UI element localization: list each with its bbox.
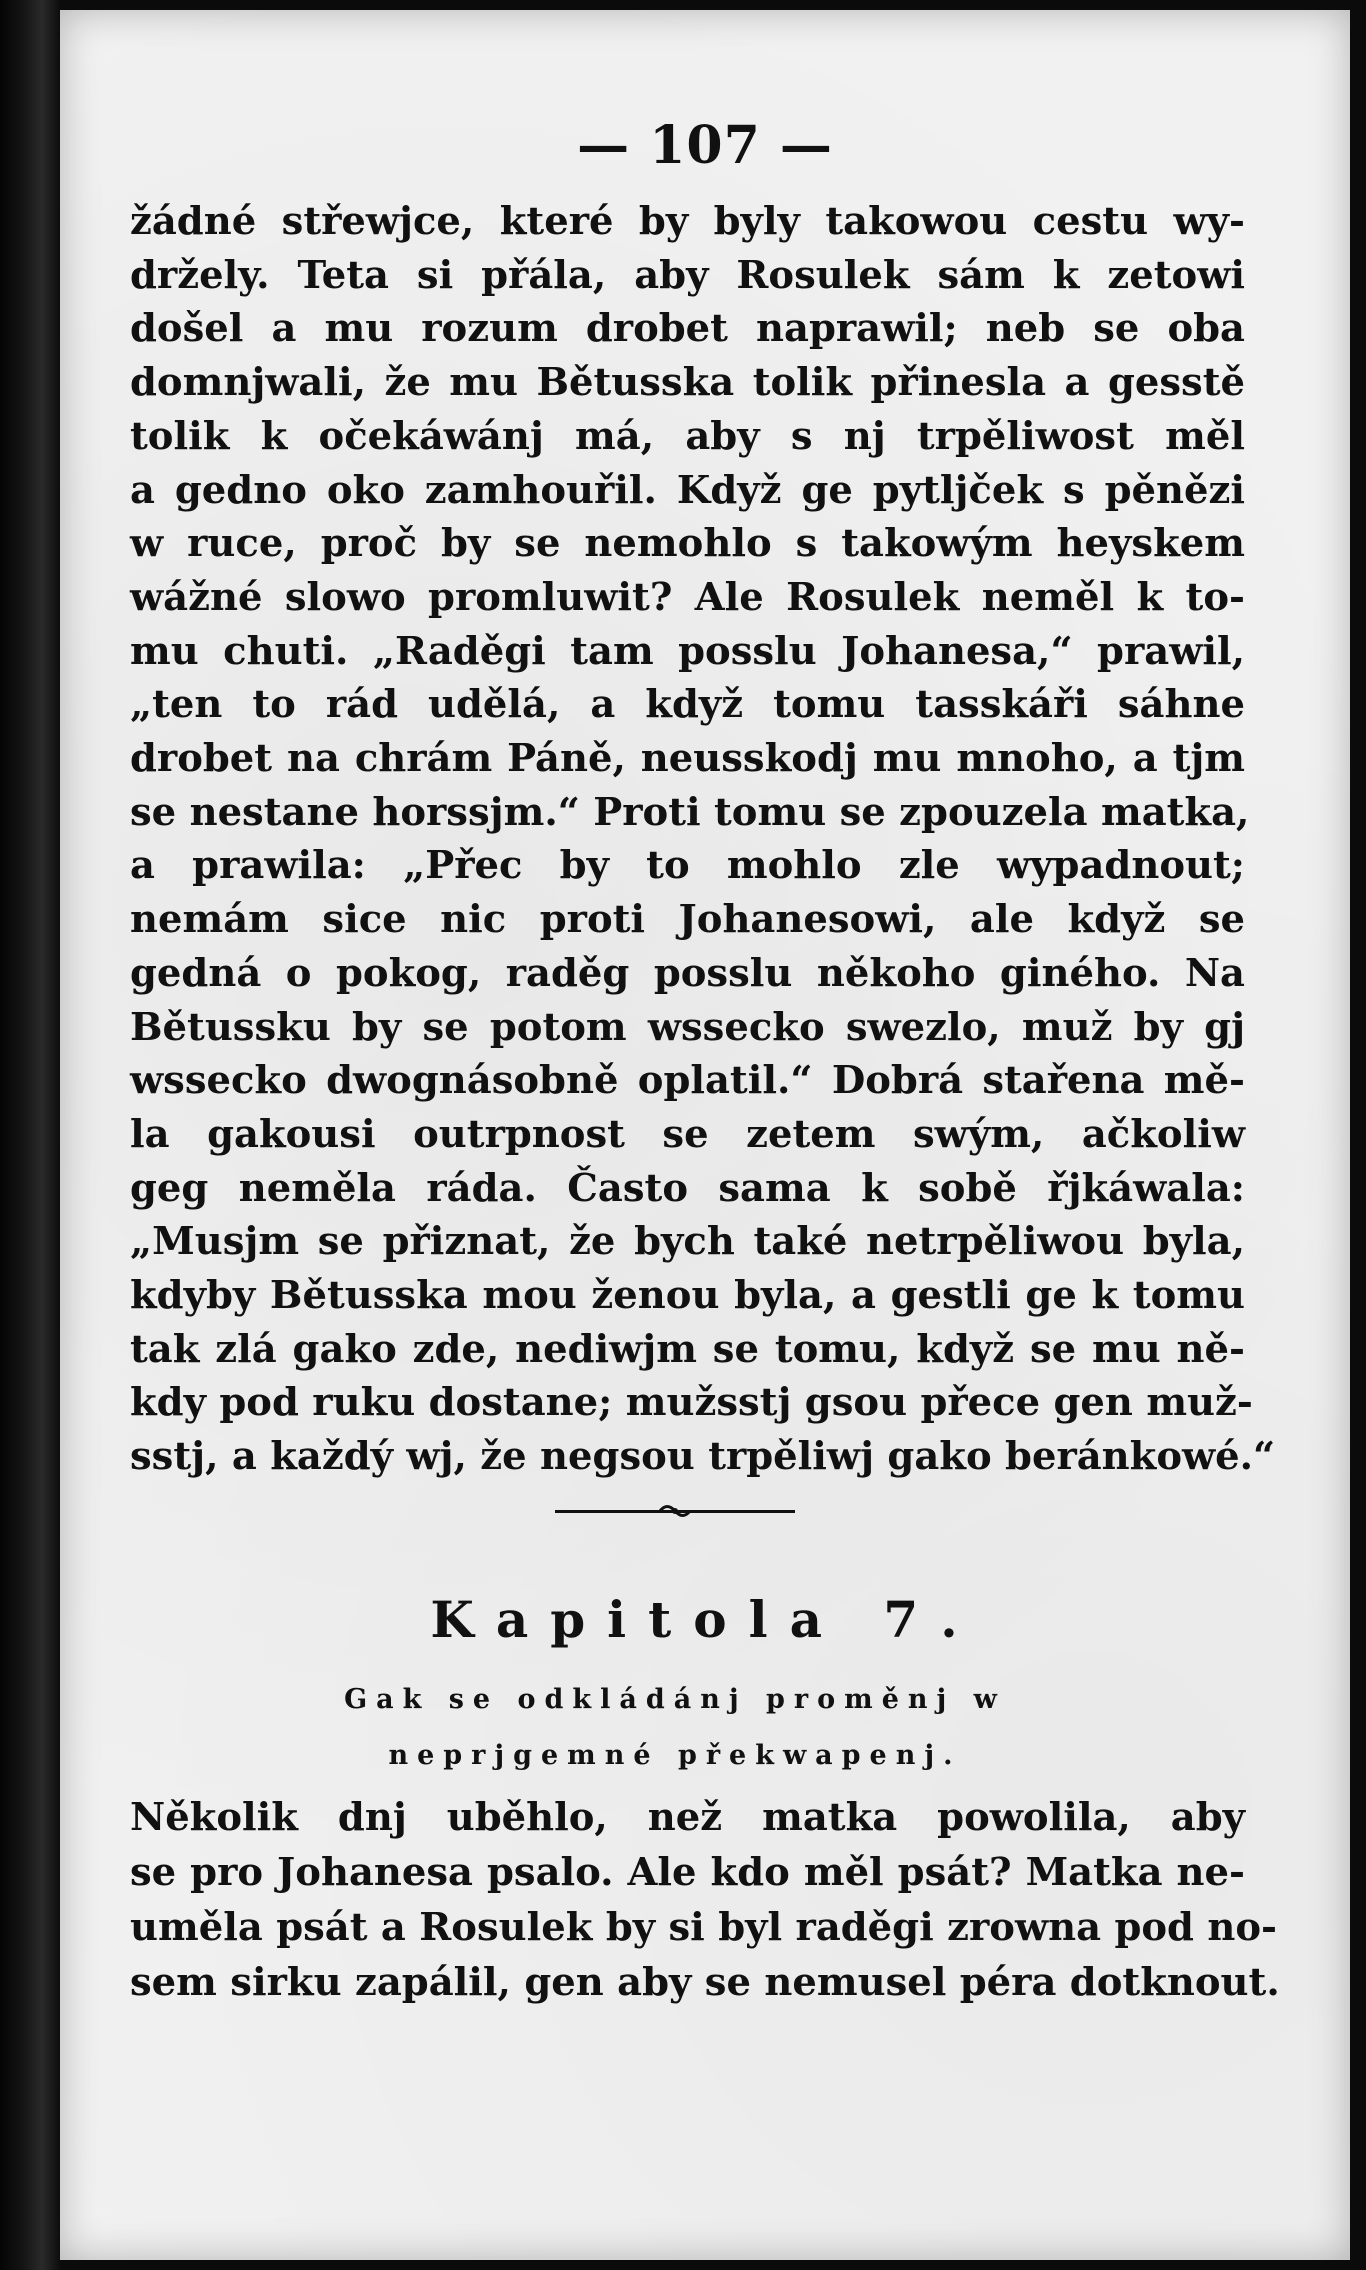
text-line: domnjwali, že mu Bětusska tolik přinesla a gesstě xyxy=(130,360,1245,406)
divider-ornament-icon xyxy=(658,1502,692,1520)
text-line: gedná o pokog, raděg posslu někoho giného. Na xyxy=(130,950,1245,996)
book-spine-edge xyxy=(0,0,60,2270)
text-line: wážné slowo promluwit? Ale Rosulek neměl k to- xyxy=(130,574,1245,620)
text-line: se pro Johanesa psalo. Ale kdo měl psát? Matka ne- xyxy=(130,1850,1245,1895)
text-line: drobet na chrám Páně, neusskodj mu mnoho, a tjm xyxy=(130,736,1245,782)
text-line: w ruce, proč by se nemohlo s takowým heyskem xyxy=(130,521,1245,567)
text-line: wssecko dwognásobně oplatil.“ Dobrá stařena mě- xyxy=(130,1058,1245,1104)
chapter-heading: Kapitola 7. xyxy=(430,1590,980,1649)
text-line: la gakousi outrpnost se zetem swým, ačkoliw xyxy=(130,1111,1245,1157)
text-line: uměla psát a Rosulek by si byl raděgi zrowna pod no- xyxy=(130,1905,1278,1950)
main-paragraph xyxy=(130,195,1276,1484)
book-page xyxy=(60,10,1350,2260)
text-line: Bětussku by se potom wssecko swezlo, muž by gj xyxy=(130,1004,1245,1050)
text-line: „ten to rád udělá, a když tomu tasskáři sáhne xyxy=(130,682,1245,728)
text-line: kdy pod ruku dostane; mužsstj gsou přece gen muž- xyxy=(130,1380,1253,1426)
chapter-subtitle: Gak se odkládánj proměnj w neprjgemné překwapenj. xyxy=(344,1684,1006,1771)
text-line: mu chuti. „Raděgi tam posslu Johanesa,“ prawil, xyxy=(130,628,1245,674)
text-line: žádné střewjce, které by byly takowou cestu wy- xyxy=(130,199,1245,244)
text-line: tak zlá gako zde, nediwjm se tomu, když se mu ně- xyxy=(130,1326,1245,1372)
text-line: držely. Teta si přála, aby Rosulek sám k zetowi xyxy=(130,252,1245,298)
text-line: se nestane horssjm.“ Proti tomu se zpouzela matka, xyxy=(130,789,1250,835)
chapter-opening-paragraph xyxy=(130,1790,1280,2010)
page-number: — 107 — xyxy=(577,115,833,176)
text-line: došel a mu rozum drobet naprawil; neb se oba xyxy=(130,306,1245,352)
text-line: tolik k očekáwánj má, aby s nj trpěliwost měl xyxy=(130,413,1245,459)
text-line: kdyby Bětusska mou ženou byla, a gestli ge k tomu xyxy=(130,1273,1245,1319)
text-line: „Musjm se přiznat, že bych také netrpěliwou byla, xyxy=(130,1219,1245,1265)
text-line: nemám sice nic proti Johanesowi, ale když se xyxy=(130,897,1245,943)
text-line: sstj, a každý wj, že negsou trpěliwj gako beránkowé.“ xyxy=(130,1434,1276,1480)
text-line: a gedno oko zamhouřil. Když ge pytljček s pěnězi xyxy=(130,467,1245,513)
text-line: a prawila: „Přec by to mohlo zle wypadnout; xyxy=(130,843,1245,889)
text-line: geg neměla ráda. Často sama k sobě řjkáwala: xyxy=(130,1165,1245,1211)
text-line: Několik dnj uběhlo, než matka powolila, aby xyxy=(130,1795,1245,1840)
text-line: sem sirku zapálil, gen aby se nemusel péra dotknout. xyxy=(130,1960,1280,2005)
